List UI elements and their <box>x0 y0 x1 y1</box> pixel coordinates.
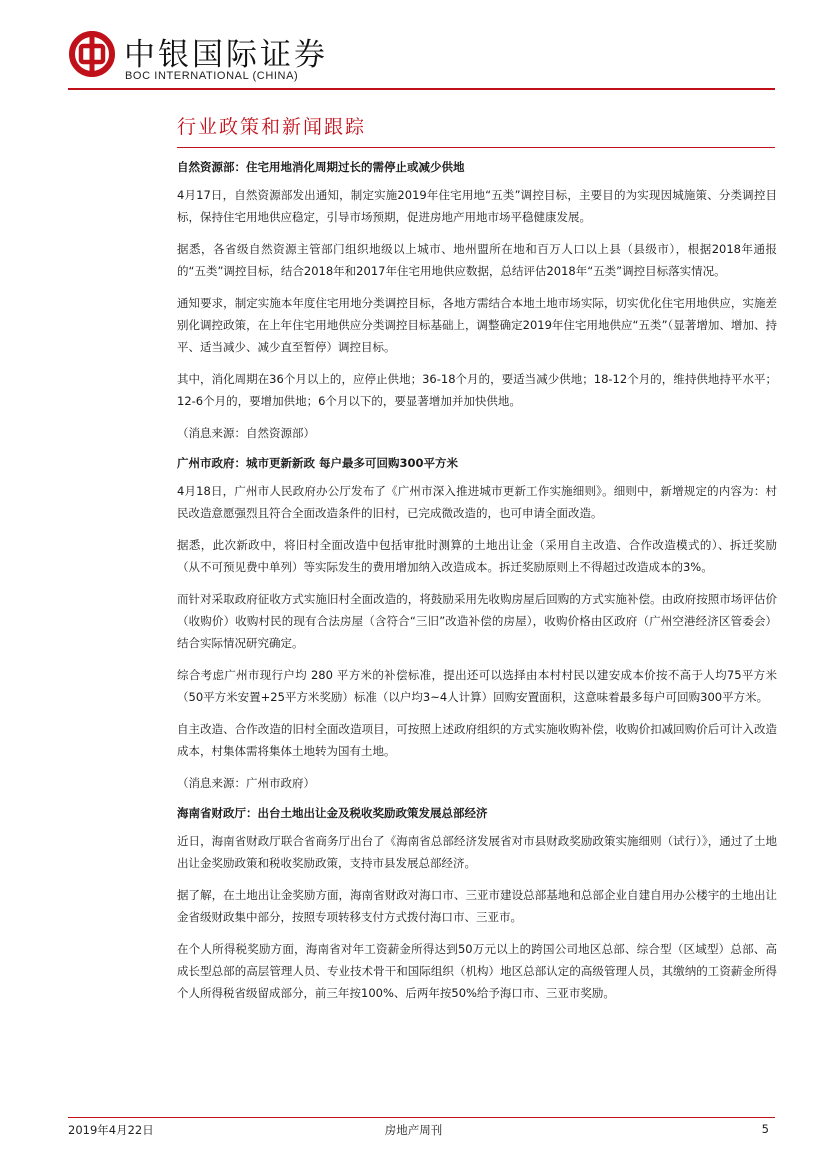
article-heading: 自然资源部：住宅用地消化周期过长的需停止或减少供地 <box>177 160 465 174</box>
footer-divider <box>68 1117 775 1118</box>
article-paragraph: 近日，海南省财政厅联合省商务厅出台了《海南省总部经济发展省对市县财政奖励政策实施细则（试行）》，通过了土地出让金奖励政策和税收奖励政策，支持市县发展总部经济。 <box>177 834 777 870</box>
article-paragraph: 其中，消化周期在36个月以上的，应停止供地；36-18个月的，要适当减少供地；18-12个月的，维持供地持平水平；12-6个月的，要增加供地；6个月以下的，要显著增加并加快供地。 <box>177 372 777 408</box>
header-divider <box>68 88 775 90</box>
brand-name-cn: 中银国际证券 <box>124 37 328 73</box>
article-paragraph: 据悉，此次新政中，将旧村全面改造中包括审批时测算的土地出让金（采用自主改造、合作改造模式的）、拆迁奖励（从不可预见费中单列）等实际发生的费用增加纳入改造成本。拆迁奖励原则上不得超过改造成本的3%。 <box>177 538 777 574</box>
article-paragraph: 自主改造、合作改造的旧村全面改造项目，可按照上述政府组织的方式实施收购补偿，收购价扣减回购价后可计入改造成本，村集体需将集体土地转为国有土地。 <box>177 722 777 758</box>
article <box>177 156 777 444</box>
article-paragraph: 据悉，各省级自然资源主管部门组织地级以上城市、地州盟所在地和百万人口以上县（县级市），根据2018年通报的“五类”调控目标，结合2018年和2017年住宅用地供应数据，总结评估2018年“五类”调控目标落实情况。 <box>177 242 777 278</box>
section-title: 行业政策和新闻跟踪 <box>177 116 367 138</box>
article-paragraph: 据了解，在土地出让金奖励方面，海南省财政对海口市、三亚市建设总部基地和总部企业自建自用办公楼宇的土地出让金省级财政集中部分，按照专项转移支付方式拨付海口市、三亚市。 <box>177 888 777 924</box>
brand-name-en: BOC INTERNATIONAL (CHINA) <box>125 70 299 82</box>
article-source: （消息来源：广州市政府） <box>177 776 315 790</box>
boc-logo-icon <box>68 30 116 78</box>
article-source: （消息来源：自然资源部） <box>177 426 315 440</box>
page-number: 5 <box>761 1122 769 1136</box>
footer-title: 房地产周刊 <box>384 1123 443 1137</box>
article-paragraph: 在个人所得税奖励方面，海南省对年工资薪金所得达到50万元以上的跨国公司地区总部、综合型（区域型）总部、高成长型总部的高层管理人员、专业技术骨干和国际组织（机构）地区总部认定的高级管理人员，其缴纳的工资薪金所得个人所得税省级留成部分，前三年按100%、后两年按50%给予海口市、三亚市奖励。 <box>177 942 777 1000</box>
article <box>177 452 777 794</box>
section-divider <box>177 147 775 148</box>
article-paragraph: 4月18日，广州市人民政府办公厅发布了《广州市深入推进城市更新工作实施细则》。细则中，新增规定的内容为：村民改造意愿强烈且符合全面改造条件的旧村，已完成微改造的，也可申请全面改造。 <box>177 484 777 520</box>
article-paragraph: 通知要求，制定实施本年度住宅用地分类调控目标，各地方需结合本地土地市场实际，切实优化住宅用地供应，实施差别化调控政策，在上年住宅用地供应分类调控目标基础上，调整确定2019年住宅用地供应“五类”（显著增加、增加、持平、适当减少、减少直至暂停）调控目标。 <box>177 296 777 354</box>
article-heading: 广州市政府：城市更新新政 每户最多可回购300平方米 <box>177 456 459 470</box>
footer-date: 2019年4月22日 <box>68 1123 154 1137</box>
article <box>177 802 777 1004</box>
article-paragraph: 4月17日，自然资源部发出通知，制定实施2019年住宅用地“五类”调控目标，主要目的为实现因城施策、分类调控目标，保持住宅用地供应稳定，引导市场预期，促进房地产用地市场平稳健康发展。 <box>177 188 777 224</box>
article-list <box>177 156 777 1014</box>
article-paragraph: 综合考虑广州市现行户均 280 平方米的补偿标准，提出还可以选择由本村村民以建安成本价按不高于人均75平方米（50平方米安置+25平方米奖励）标准（以户均3~4人计算）回购安置面积，这意味着最多每户可回购300平方米。 <box>177 668 777 704</box>
article-heading: 海南省财政厅：出台土地出让金及税收奖励政策发展总部经济 <box>177 806 488 820</box>
article-paragraph: 而针对采取政府征收方式实施旧村全面改造的，将鼓励采用先收购房屋后回购的方式实施补偿。由政府按照市场评估价（收购价）收购村民的现有合法房屋（含符合“三旧”改造补偿的房屋），收购价格由区政府（广州空港经济区管委会）结合实际情况研究确定。 <box>177 592 777 650</box>
